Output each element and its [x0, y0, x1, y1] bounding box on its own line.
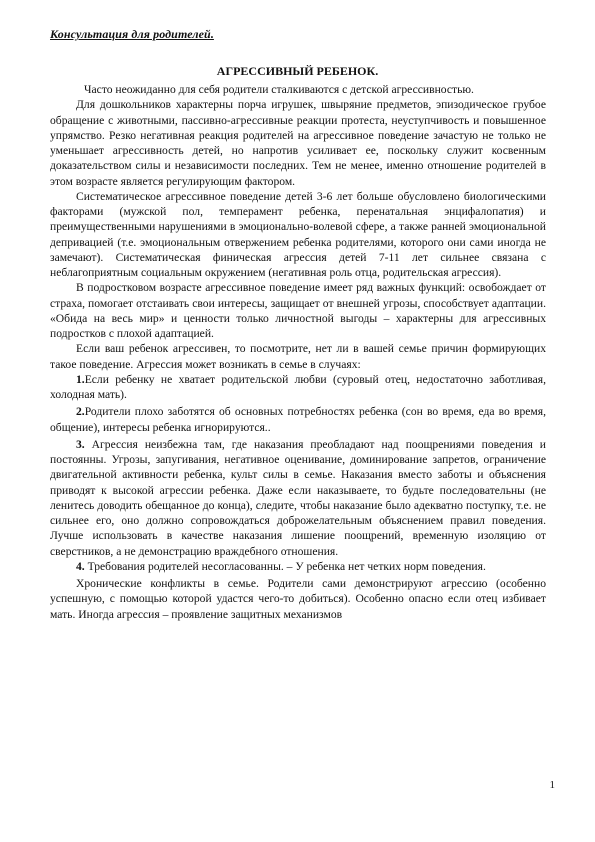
paragraph-text: Если ребенку не хватает родительской любви (суровый отец, недостаточно заботливая, холодная мать).	[50, 372, 546, 401]
list-item-3	[50, 437, 546, 559]
paragraph-text: Часто неожиданно для себя родители сталкиваются с детской агрессивностью.	[84, 83, 474, 96]
document-title: АГРЕССИВНЫЙ РЕБЕНОК.	[216, 64, 379, 78]
paragraph-text: Агрессия неизбежна там, где наказания преобладают над поощрениями поведения и постоянны. Угрозы, запугивания, негативное оценивание, доминирование запретов, ограничение двигательной активности ребенка, культ силы в семье. Наказания вместо заботы и объяснения приводят к высокой агрессии ребенка. Даже если наказываете, то будьте последовательны (не ленитесь доводить обещанное до конца), следите, чтобы наказание было адекватно поступку, т.е. не сильнее его, оно должно сопровождаться доброжелательным объяснением правил поведения. Лучше использовать в качестве наказания лишение поощрений, временную изоляцию от сверстников, а не демонстрацию враждебного отношения.	[50, 437, 546, 558]
paragraph-text: Систематическое агрессивное поведение детей 3-6 лет больше обусловлено биологическими факторами (мужской пол, темперамент ребенка, перенатальная энцифалопатия) и преимущественными нарушениями в эмоционально-волевой сфере, а также ранней эмоциональной депривацией (т.е. эмоциональным отвержением ребенка родителями, которого они сами иногда не замечают). Систематическая финическая агрессия детей 7-11 лет сильнее связана с неблагоприятным социальным окружением (негативная роль отца, родительская агрессия).	[50, 189, 546, 279]
page-number: 1	[549, 779, 555, 791]
list-item-2	[50, 404, 546, 435]
paragraph-text: Требования родителей несогласованны. – У ребенка нет четких норм поведения.	[84, 559, 486, 573]
document-header: Консультация для родителей.	[50, 27, 214, 41]
paragraph-text: Для дошкольников характерны порча игрушек, швыряние предметов, эпизодическое грубое обращение с животными, пассивно-агрессивные реакции протеста, неуступчивость и повышенное упрямство. Резко негативная реакция родителей на агрессивное поведение зачастую не только не уменьшает агрессивность детей, но напротив усиливает ее, поскольку служит косвенным доказательством силы и независимости последних. Тем не менее, именно отношение родителей в этом возрасте является регулирующим фактором.	[50, 98, 546, 188]
paragraph-systematic	[50, 189, 546, 281]
paragraph-teen	[50, 280, 546, 341]
list-number: 2.	[76, 405, 85, 419]
list-item-1	[50, 372, 546, 403]
paragraph-conflicts	[50, 576, 546, 622]
paragraph-text: Хронические конфликты в семье. Родители сами демонстрируют агрессию (особенно успешную, с помощью которой удастся чего-то добиться). Особенно опасно если отец избивает мать. Иногда агрессия – проявление защитных механизмов	[50, 577, 546, 621]
paragraph-text: В подростковом возрасте агрессивное поведение имеет ряд важных функций: освобождает от страха, помогает отстаивать свои интересы, защищает от внешней угрозы, способствует адаптации. «Обида на весь мир» и ценности только личностной выгоды – характерны для агрессивных подростков с плохой адаптацией.	[50, 281, 546, 340]
list-number: 4.	[76, 559, 85, 573]
list-number: 1.	[76, 372, 85, 386]
list-item-4	[50, 559, 546, 574]
paragraph-intro	[50, 82, 546, 97]
paragraph-preschool	[50, 97, 546, 189]
paragraph-family-causes	[50, 341, 546, 372]
list-number: 3.	[76, 437, 85, 451]
document-body	[50, 82, 546, 622]
paragraph-text: Родители плохо заботятся об основных потребностях ребенка (сон во время, еда во время, общение), интересы ребенка игнорируются..	[50, 405, 546, 434]
paragraph-text: Если ваш ребенок агрессивен, то посмотрите, нет ли в вашей семье причин формирующих такое поведение. Агрессия может возникать в семье в случаях:	[50, 342, 546, 371]
